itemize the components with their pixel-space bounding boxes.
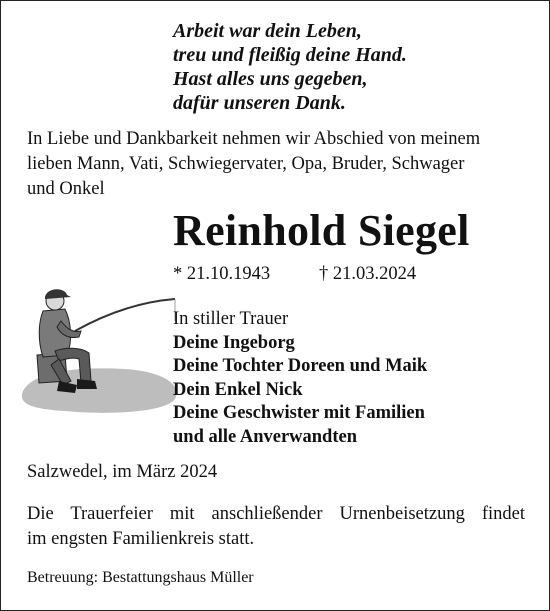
deceased-name: Reinhold Siegel	[173, 206, 470, 255]
funeral-home-credit: Betreuung: Bestattungshaus Müller	[27, 569, 254, 586]
ceremony-line: Die Trauerfeier mit anschließender Urnenbeisetzung findet	[27, 504, 525, 524]
mourner-line: Deine Geschwister mit Familien	[173, 403, 425, 423]
mourner-line: Deine Ingeborg	[173, 332, 295, 353]
mourner-line: und alle Anverwandten	[173, 426, 358, 447]
intro-text	[27, 127, 532, 202]
poem-line: Arbeit war dein Leben,	[173, 20, 362, 42]
mourners-block	[173, 308, 427, 449]
poem-line: dafür unseren Dank.	[173, 92, 346, 114]
fisherman-illustration-icon	[15, 281, 185, 416]
intro-line: und Onkel	[27, 179, 105, 199]
place-date: Salzwedel, im März 2024	[27, 462, 218, 482]
poem-line: treu und fleißig deine Hand.	[173, 44, 407, 66]
mourner-line: Dein Enkel Nick	[173, 379, 303, 400]
ceremony-line: im engsten Familienkreis statt.	[27, 529, 255, 549]
birth-date: * 21.10.1943	[173, 264, 271, 284]
mourners-intro: In stiller Trauer	[173, 309, 289, 329]
intro-line: In Liebe und Dankbarkeit nehmen wir Abschied von meinem	[27, 129, 481, 149]
ceremony-info	[27, 502, 525, 552]
memorial-poem	[173, 19, 407, 115]
intro-line: lieben Mann, Vati, Schwiegervater, Opa, Bruder, Schwager	[27, 154, 465, 174]
mourner-line: Deine Tochter Doreen und Maik	[173, 356, 428, 376]
poem-line: Hast alles uns gegeben,	[173, 68, 368, 90]
death-date: † 21.03.2024	[319, 264, 417, 284]
